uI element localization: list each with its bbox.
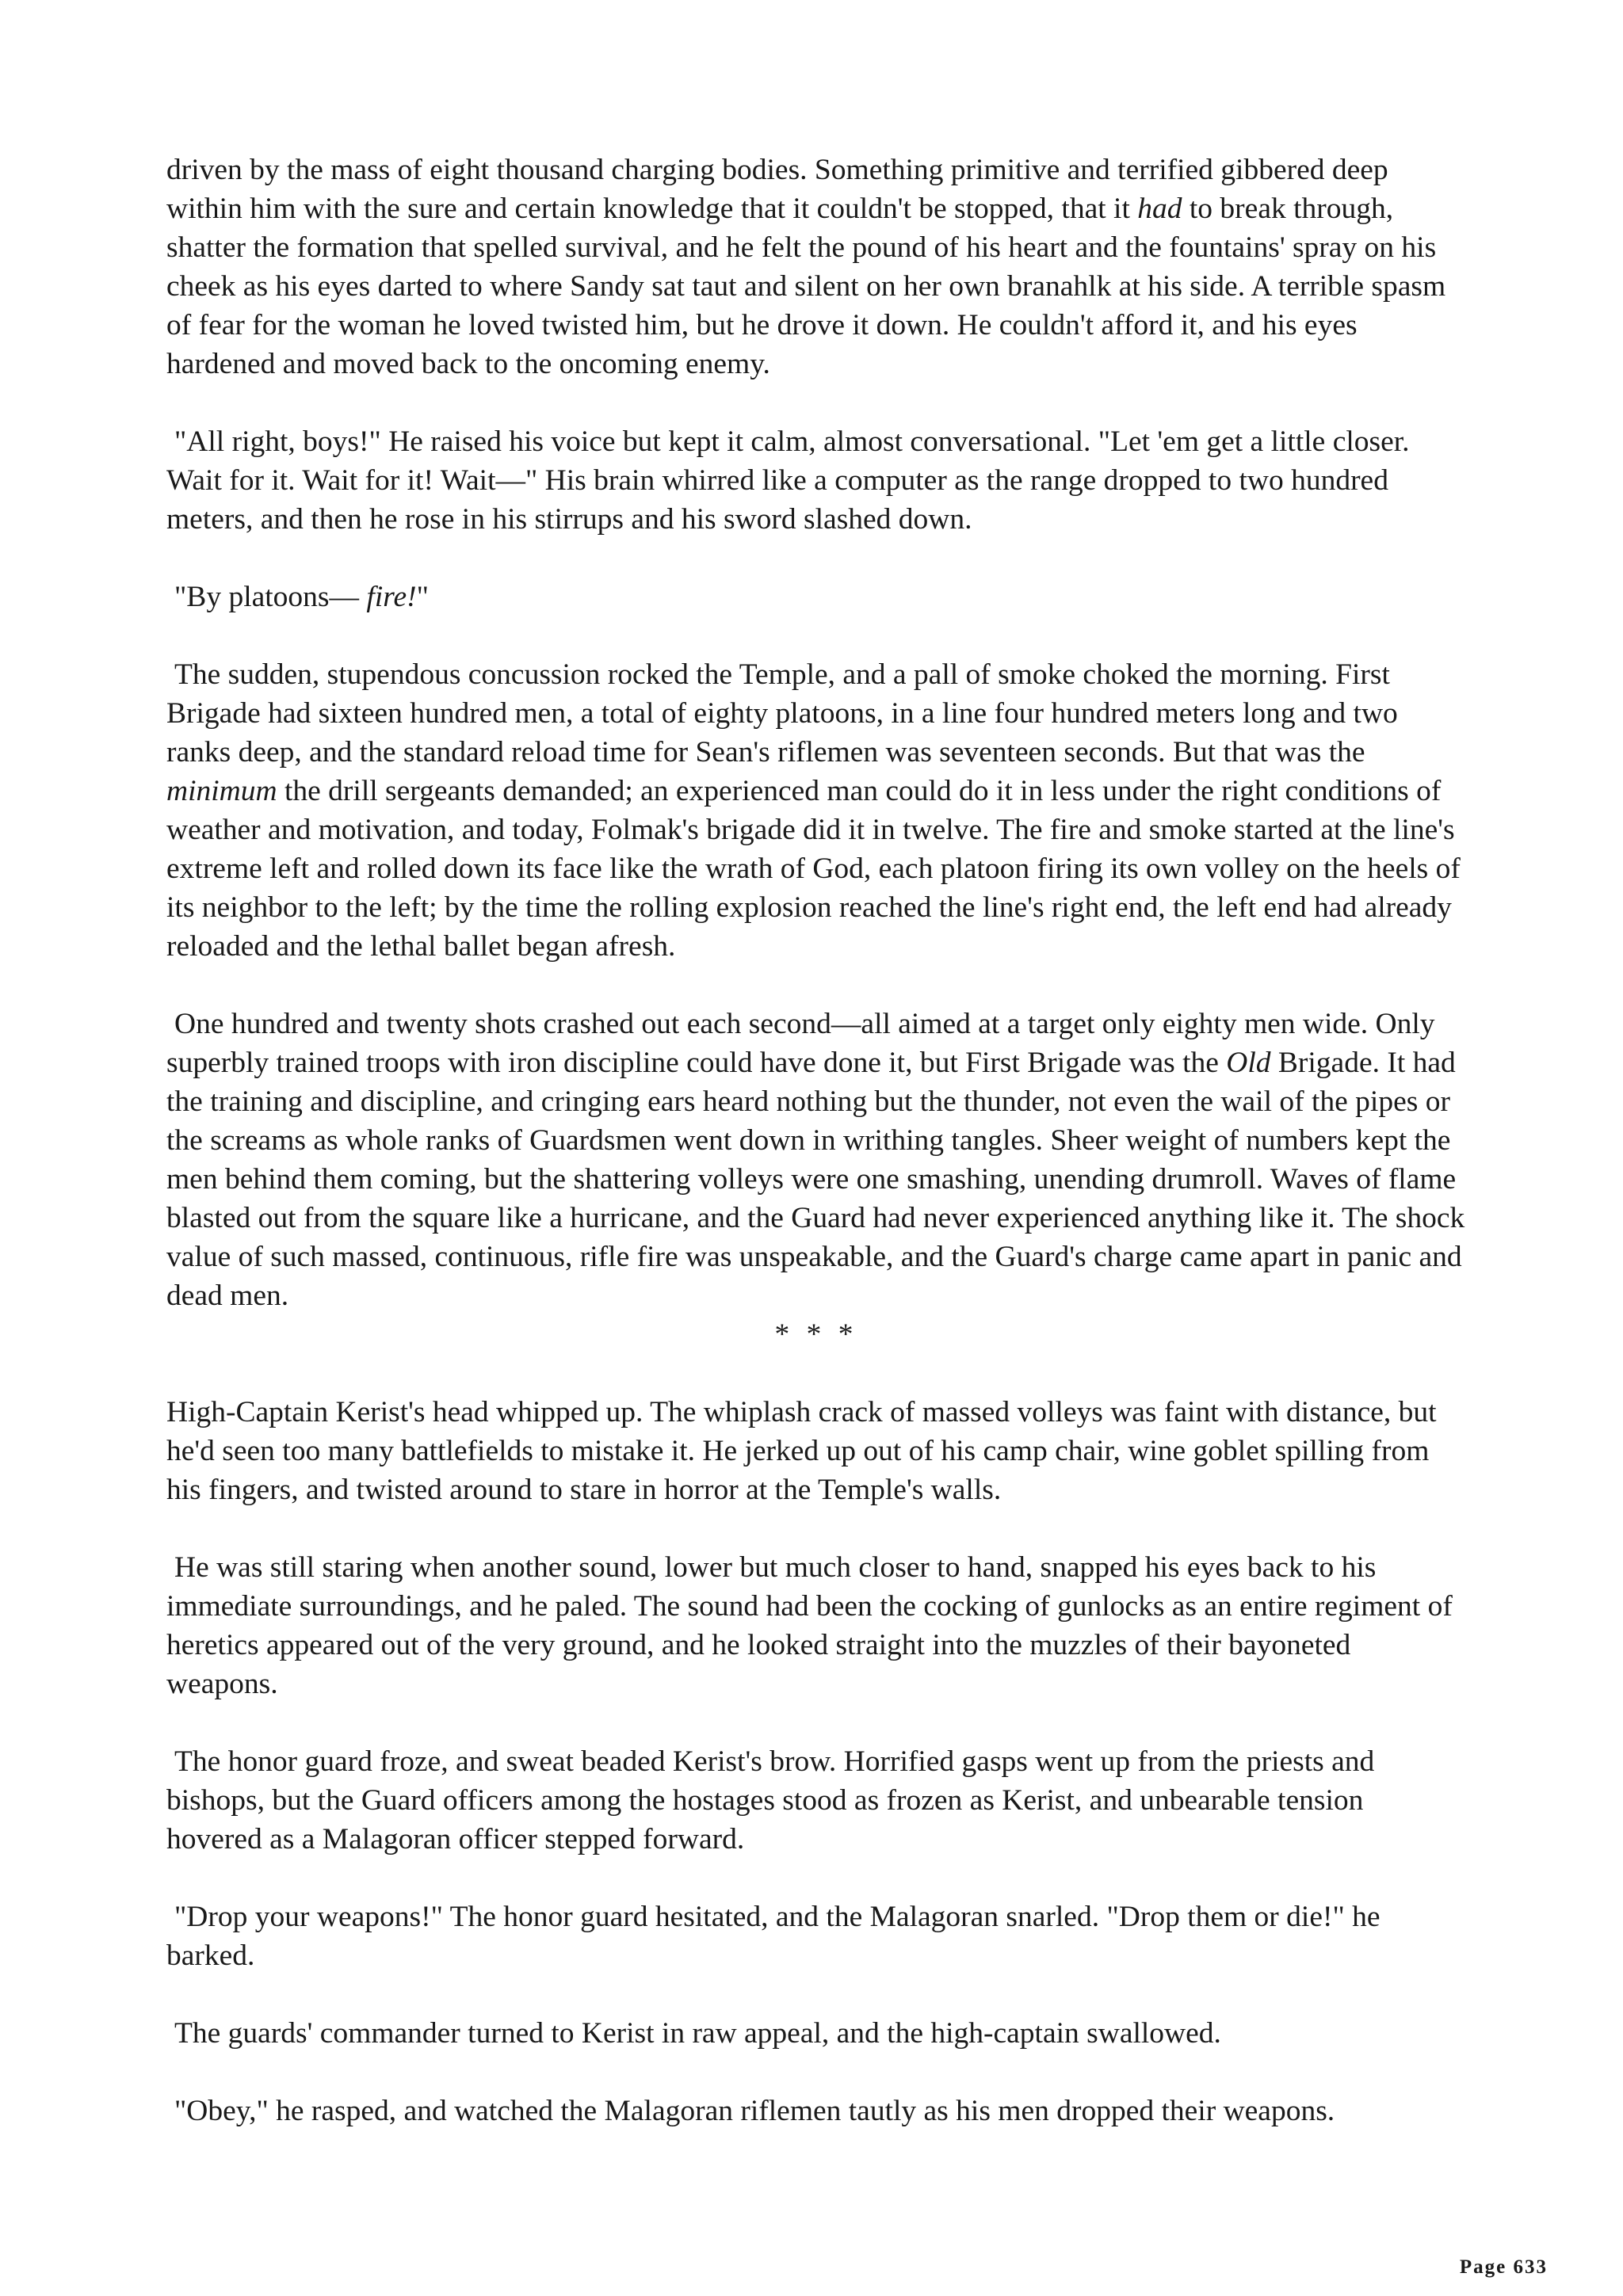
text-run: driven by the mass of eight thousand charging bodies. Something primitive and terrified gibbered deep within him with the sure and certain knowledge that it couldn't be stopped, that it	[166, 154, 1388, 225]
paragraph	[166, 2014, 1466, 2053]
paragraph	[166, 1742, 1466, 1859]
paragraph	[166, 422, 1466, 539]
paragraph	[166, 655, 1466, 966]
emphasis-text: fire!	[366, 581, 417, 613]
text-run: High-Captain Kerist's head whipped up. The whiplash crack of massed volleys was faint with distance, but he'd seen too many battlefields to mistake it. He jerked up out of his camp chair, wine goblet spilling from his fingers, and twisted around to stare in horror at the Temple's walls.	[166, 1396, 1437, 1506]
text-run: The sudden, stupendous concussion rocked the Temple, and a pall of smoke choked the morning. First Brigade had sixteen hundred men, a total of eighty platoons, in a line four hundred meters long and two ranks deep, and the standard reload time for Sean's riflemen was seventeen seconds. But that was the	[166, 658, 1398, 769]
paragraph	[166, 2092, 1466, 2130]
paragraph	[166, 1005, 1466, 1315]
page-number: Page 633	[1459, 2256, 1548, 2278]
text-run: "By platoons—	[174, 581, 367, 613]
text-run: "Obey," he rasped, and watched the Malagoran riflemen tautly as his men dropped their weapons.	[174, 2095, 1335, 2127]
text-run: to break through, shatter the formation that spelled survival, and he felt the pound of his heart and the fountains' spray on his cheek as his eyes darted to where Sandy sat taut and silent on her own branahlk at his side. A terrible spasm of fear for the woman he loved twisted him, but he drove it down. He couldn't afford it, and his eyes hardened and moved back to the oncoming enemy.	[166, 193, 1446, 380]
text-run: The honor guard froze, and sweat beaded Kerist's brow. Horrified gasps went up from the priests and bishops, but the Guard officers among the hostages stood as frozen as Kerist, and unbearable tension hovered as a Malagoran officer stepped forward.	[166, 1745, 1375, 1855]
text-run: He was still staring when another sound, lower but much closer to hand, snapped his eyes back to his immediate surroundings, and he paled. The sound had been the cocking of gunlocks as an entire regiment of heretics appeared out of the very ground, and he looked straight into the muzzles of their bayoneted weapons.	[166, 1551, 1453, 1700]
text-run: "	[416, 581, 429, 613]
scene-break: * * *	[774, 1318, 858, 1351]
text-run: "Drop your weapons!" The honor guard hesitated, and the Malagoran snarled. "Drop them or die!" he barked.	[166, 1901, 1381, 1972]
emphasis-text: Old	[1226, 1047, 1271, 1079]
paragraph	[166, 1897, 1466, 1975]
paragraph	[166, 1548, 1466, 1703]
text-run: "All right, boys!" He raised his voice but kept it calm, almost conversational. "Let 'em get a little closer. Wait for it. Wait for it! Wait—" His brain whirred like a computer as the range dropped to two hundred meters, and then he rose in his stirrups and his sword slashed down.	[166, 425, 1410, 536]
emphasis-text: had	[1137, 193, 1182, 225]
emphasis-text: minimum	[166, 775, 277, 807]
paragraph	[166, 1393, 1466, 1509]
text-run: the drill sergeants demanded; an experienced man could do it in less under the right conditions of weather and motivation, and today, Folmak's brigade did it in twelve. The fire and smoke started at the line's extreme left and rolled down its face like the wrath of God, each platoon firing its own volley on the heels of its neighbor to the left; by the time the rolling explosion reached the line's right end, the left end had already reloaded and the lethal ballet began afresh.	[166, 775, 1461, 963]
paragraph	[166, 151, 1466, 383]
text-run: The guards' commander turned to Kerist in raw appeal, and the high-captain swallowed.	[174, 2017, 1221, 2050]
text-run: One hundred and twenty shots crashed out each second—all aimed at a target only eighty men wide. Only superbly trained troops with iron discipline could have done it, but First Brigade was the	[166, 1008, 1435, 1079]
text-run: Brigade. It had the training and discipline, and cringing ears heard nothing but the thunder, not even the wail of the pipes or the screams as whole ranks of Guardsmen went down in writhing tangles. Sheer weight of numbers kept the men behind them coming, but the shattering volleys were one smashing, unending drumroll. Waves of flame blasted out from the square like a hurricane, and the Guard had never experienced anything like it. The shock value of such massed, continuous, rifle fire was unspeakable, and the Guard's charge came apart in panic and dead men.	[166, 1047, 1465, 1312]
page-body	[166, 151, 1466, 2130]
paragraph	[166, 578, 1466, 616]
